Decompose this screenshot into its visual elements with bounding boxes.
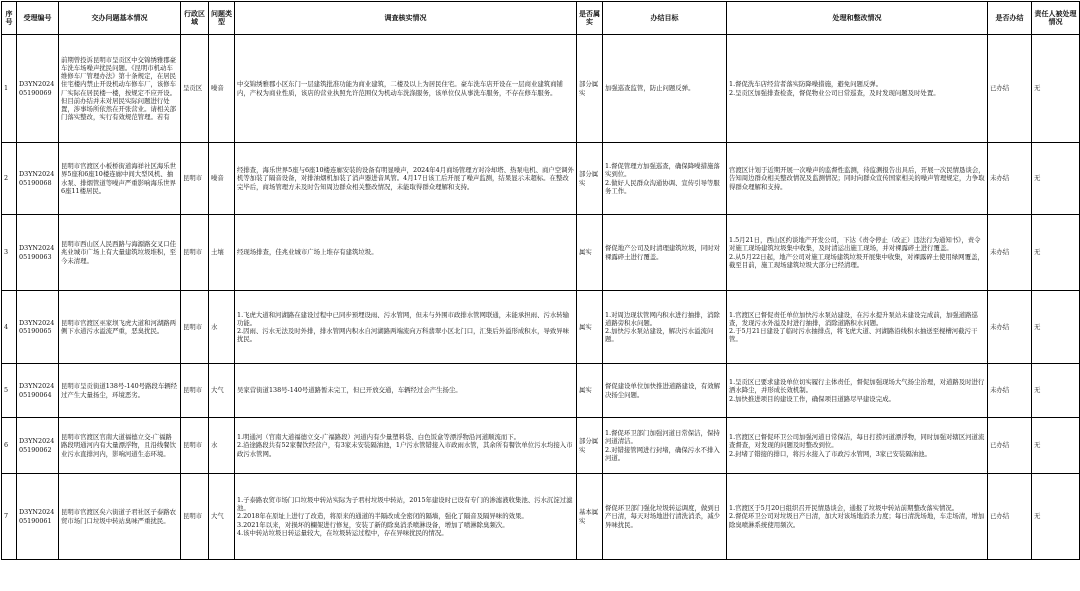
cell-true-status: 属实: [577, 215, 603, 291]
cell-summary: 前期曾投诉昆明市呈贡区中交锦绣雅郡豪车洗车场噪声扰民问题。《昆明市机动车维修车厂管理办法》第十条规定，在居民住宅楼内禁止开设机动车修车厂，该修车厂实际在居民楼一楼，按规定不应开设。但目前办结并未对居民实际问题进行处置，涉事场所依然在开张营业。请相关部门落实整改，实行有效规范管理。若有: [59, 35, 181, 143]
cell-seq: 6: [2, 418, 17, 474]
cell-true-status: 基本属实: [577, 474, 603, 560]
header-case-no: 受理编号: [17, 2, 59, 35]
table-row: [2, 291, 1080, 364]
cell-goal: 1.对周边现状管网内积水进行抽排，消除道路旁积水问题。 2.加快污水泵站建设，解决污水溢流问题。: [603, 291, 727, 364]
cell-handling: 官渡区计划于近期开展一次噪声的监督性监测，待监测报告出具后，开展一次民情恳谈会，告知周边群众相关整改情况及监测情况；同时向群众宣传国家相关的噪声管理规定，力争取得群众理解和支持。: [727, 143, 988, 215]
header-closed: 是否办结: [988, 2, 1032, 35]
table-row: [2, 35, 1080, 143]
cell-accountability: 无: [1032, 474, 1080, 560]
cell-handling: 1.督促洗车店经营者落实防降噪措施，避免问题反弹。 2.呈贡区加强排查检查，督促物业公司日常巡查，及时发现问题及时处置。: [727, 35, 988, 143]
cell-case-no: D3YN2024 05190069: [17, 35, 59, 143]
cell-true-status: 部分属实: [577, 418, 603, 474]
cell-type: 大气: [209, 474, 235, 560]
cell-type: 噪音: [209, 143, 235, 215]
cell-seq: 1: [2, 35, 17, 143]
cell-investigation: 1.明通河（官南大道福德立交-广福路段）河道内有少量塑料袋、白色饭盒等漂浮物沿河道顺流而下。 2.沿途路段共有52家餐饮经营户，有3家未安装隔油池，1户污水管错接入市政雨水管，其余所有餐饮单位污水均接入市政污水管网。: [235, 418, 577, 474]
cell-handling: 1.官渡区于5月20日组织召开民情恳谈会，通报了垃圾中转站前期整改落实情况。 2.督促环卫公司对垃圾日产日清，加大对该场地消杀力度；每日清洗场地，车走场清，增加除臭喷淋系统使用频次。: [727, 474, 988, 560]
cell-case-no: D3YN2024 05190063: [17, 215, 59, 291]
cell-accountability: 无: [1032, 418, 1080, 474]
cell-accountability: 无: [1032, 215, 1080, 291]
table-row: [2, 143, 1080, 215]
header-investigation: 调查核实情况: [235, 2, 577, 35]
cell-seq: 4: [2, 291, 17, 364]
header-seq: 序号: [2, 2, 17, 35]
cell-true-status: 属实: [577, 364, 603, 418]
cell-type: 土壤: [209, 215, 235, 291]
cell-district: 昆明市: [181, 418, 209, 474]
cell-goal: 督促建设单位加快推进道路建设，有效解决扬尘问题。: [603, 364, 727, 418]
cell-summary: 昆明市官渡区矣六街道子君社区子泰路农贸市场门口垃圾中转站臭味严重扰民。: [59, 474, 181, 560]
cell-investigation: 1.子泰路农贸市场门口垃圾中转站实际为子君村垃圾中转站，2015年建设时已设有专门的渗滤液收集池、污水沉淀过滤池。 2.2018年在原址上进行了改造，将原来的通道的半隔改成全密闭的隔墙，强化了隔音及隔异味的效果。 3.2021年以来，对损坏的欄架进行修复，安装了新的除臭消杀喷淋设备，增加了喷淋除臭频次。 4.该中转站垃圾日转运量较大，在垃圾转运过程中，存在异味扰民的情况。: [235, 474, 577, 560]
cell-case-no: D3YN2024 05190061: [17, 474, 59, 560]
cell-closed: 未办结: [988, 364, 1032, 418]
cell-investigation: 经现场排查，佳兆业城市广场上堆存有建筑垃圾。: [235, 215, 577, 291]
cell-summary: 昆明市官渡区巫家坝飞虎大道和河湖路两侧下水道污水溢流严重，恶臭扰民。: [59, 291, 181, 364]
cell-true-status: 属实: [577, 291, 603, 364]
cell-seq: 2: [2, 143, 17, 215]
cell-district: 昆明市: [181, 215, 209, 291]
cell-goal: 1.督促环卫部门加强河道日常保洁，保持河道清洁。 2.对错接管网进行封堵，确保污水不排入河道。: [603, 418, 727, 474]
cell-case-no: D3YN2024 05190068: [17, 143, 59, 215]
table-row: [2, 215, 1080, 291]
cell-summary: 昆明市西山区人民西路与海源路交叉口佳兆业城市广场上有大量建筑垃圾堆积，至今未清理。: [59, 215, 181, 291]
cell-summary: 昆明市官渡区小板桥街道海祥社区海乐世界5座和6座10楼连廊中间大型风机、抽水泵、排烟管道等噪声严重影响海乐世界6座11楼居民。: [59, 143, 181, 215]
cell-case-no: D3YN2024 05190062: [17, 418, 59, 474]
cell-handling: 1.官渡区已督促责任单位加快污水泵站建设，在污水提升泵站未建设完成前，加强道路巡查，发现污水外溢及时进行抽排，消除道路积水问题。 2.于5月21日建设了临时污水抽排点，将飞虎大道、河湖路沿线积水抽送至枧槽河截污干管。: [727, 291, 988, 364]
cell-district: 昆明市: [181, 364, 209, 418]
cell-district: 昆明市: [181, 291, 209, 364]
cell-goal: 督促环卫部门强化垃圾转运调度，做到日产日清，每天对场地进行清洗消杀，减少异味扰民。: [603, 474, 727, 560]
cell-district: 昆明市: [181, 143, 209, 215]
cell-accountability: 无: [1032, 35, 1080, 143]
cell-closed: 已办结: [988, 418, 1032, 474]
table-row: [2, 364, 1080, 418]
cell-type: 噪音: [209, 35, 235, 143]
cell-investigation: 经排查，海乐世界5座与6座10楼连廊安装的设备有明显噪声，2024年4月商场管理方对冷却塔、热泵电机、商户空调外机等加装了隔音设备，对排油烟机加装了消声器进音风管。4月17日该工后开展了噪声监测，结果显示未超标。在整改完毕后，商场管理方未及时告知周边群众相关整改情况，未能取得群众理解和支持。: [235, 143, 577, 215]
cell-seq: 7: [2, 474, 17, 560]
table-row: [2, 474, 1080, 560]
header-goal: 办结目标: [603, 2, 727, 35]
cell-district: 呈贡区: [181, 35, 209, 143]
cell-case-no: D3YN2024 05190064: [17, 364, 59, 418]
cell-goal: 督促地产公司及时清理建筑垃圾，同时对裸露碎土进行覆盖。: [603, 215, 727, 291]
header-type: 问题类型: [209, 2, 235, 35]
cell-seq: 3: [2, 215, 17, 291]
cell-summary: 昆明市官渡区官南大道福德立交-广福路路段明通河内有大量漂浮物，且沿线餐饮业污水直排河内，影响河道生态环境。: [59, 418, 181, 474]
header-accountability: 责任人被处理情况: [1032, 2, 1080, 35]
cell-accountability: 无: [1032, 364, 1080, 418]
cell-closed: 已办结: [988, 35, 1032, 143]
cell-true-status: 部分属实: [577, 143, 603, 215]
header-row: [2, 2, 1080, 35]
header-handling: 处理和整改情况: [727, 2, 988, 35]
complaint-table: [1, 1, 1080, 560]
cell-seq: 5: [2, 364, 17, 418]
cell-goal: 1.督促管理方加强巡查，确保降噪措施落实到位。 2.做好人民群众沟通协调、宣传引导等服务工作。: [603, 143, 727, 215]
cell-closed: 已办结: [988, 474, 1032, 560]
cell-handling: 1.呈贡区已要求建设单位切实履行主体责任，督促加强现场大气扬尘治理，对道路及时进行洒水降尘，并形成长效机制。 2.加快推进项目的建设工作，确保项目道路尽早建设完成。: [727, 364, 988, 418]
cell-type: 大气: [209, 364, 235, 418]
cell-case-no: D3YN2024 05190065: [17, 291, 59, 364]
cell-goal: 加强巡查监管，防止问题反弹。: [603, 35, 727, 143]
table-row: [2, 418, 1080, 474]
cell-investigation: 吴家营街道138号-140号道路暂未完工，但已开放交通，车辆经过会产生扬尘。: [235, 364, 577, 418]
cell-closed: 未办结: [988, 143, 1032, 215]
header-true-status: 是否属实: [577, 2, 603, 35]
cell-district: 昆明市: [181, 474, 209, 560]
header-summary: 交办问题基本情况: [59, 2, 181, 35]
cell-investigation: 1.飞虎大道和河湖路在建设过程中已同步预埋设雨、污水管网，但未与外围市政排水管网联通，未能承担雨、污水转输功能。 2.因雨、污水无法及时外排，排水管网内积水自河湖路两端流向万科翡翠小区北门口，汇集后外溢形成积水，导致异味扰民。: [235, 291, 577, 364]
cell-accountability: 无: [1032, 143, 1080, 215]
cell-summary: 昆明市呈贡街道138号-140号路段车辆经过产生大量扬尘，环境恶劣。: [59, 364, 181, 418]
cell-handling: 1.官渡区已督促环卫公司加强河道日常保洁，每日打捞河道漂浮物，同时加强对辖区河道流查督查，对发现的问题及时整改到位。 2.封堵了错接的排口，将污水接入了市政污水管网，3家已安装隔油池。: [727, 418, 988, 474]
cell-type: 水: [209, 291, 235, 364]
cell-handling: 1.5月21日，西山区约谈地产开发公司，下达《责令停止（改正）违法行为通知书》，责令对施工现场建筑垃圾集中收集，及时清运出施工现场，并对裸露碎土进行覆盖。 2.从5月22日起，地产公司对施工现场建筑垃圾开展集中收集，对裸露碎土使用绿网覆盖，截至目前，施工现场建筑垃圾大部分已经清理。: [727, 215, 988, 291]
header-district: 行政区域: [181, 2, 209, 35]
cell-closed: 未办结: [988, 215, 1032, 291]
cell-accountability: 无: [1032, 291, 1080, 364]
cell-investigation: 中交锦绣雅郡小区东门一层建筑批准功能为商业建筑，二楼及以上为居民住宅。豪车洗车店开设在一层商业建筑商铺内，产权为商业性质，该店的营业执照允许范围仅为机动车洗涤服务，该单位仅从事洗车服务，不存在修车服务。: [235, 35, 577, 143]
cell-type: 水: [209, 418, 235, 474]
cell-closed: 未办结: [988, 291, 1032, 364]
cell-true-status: 部分属实: [577, 35, 603, 143]
